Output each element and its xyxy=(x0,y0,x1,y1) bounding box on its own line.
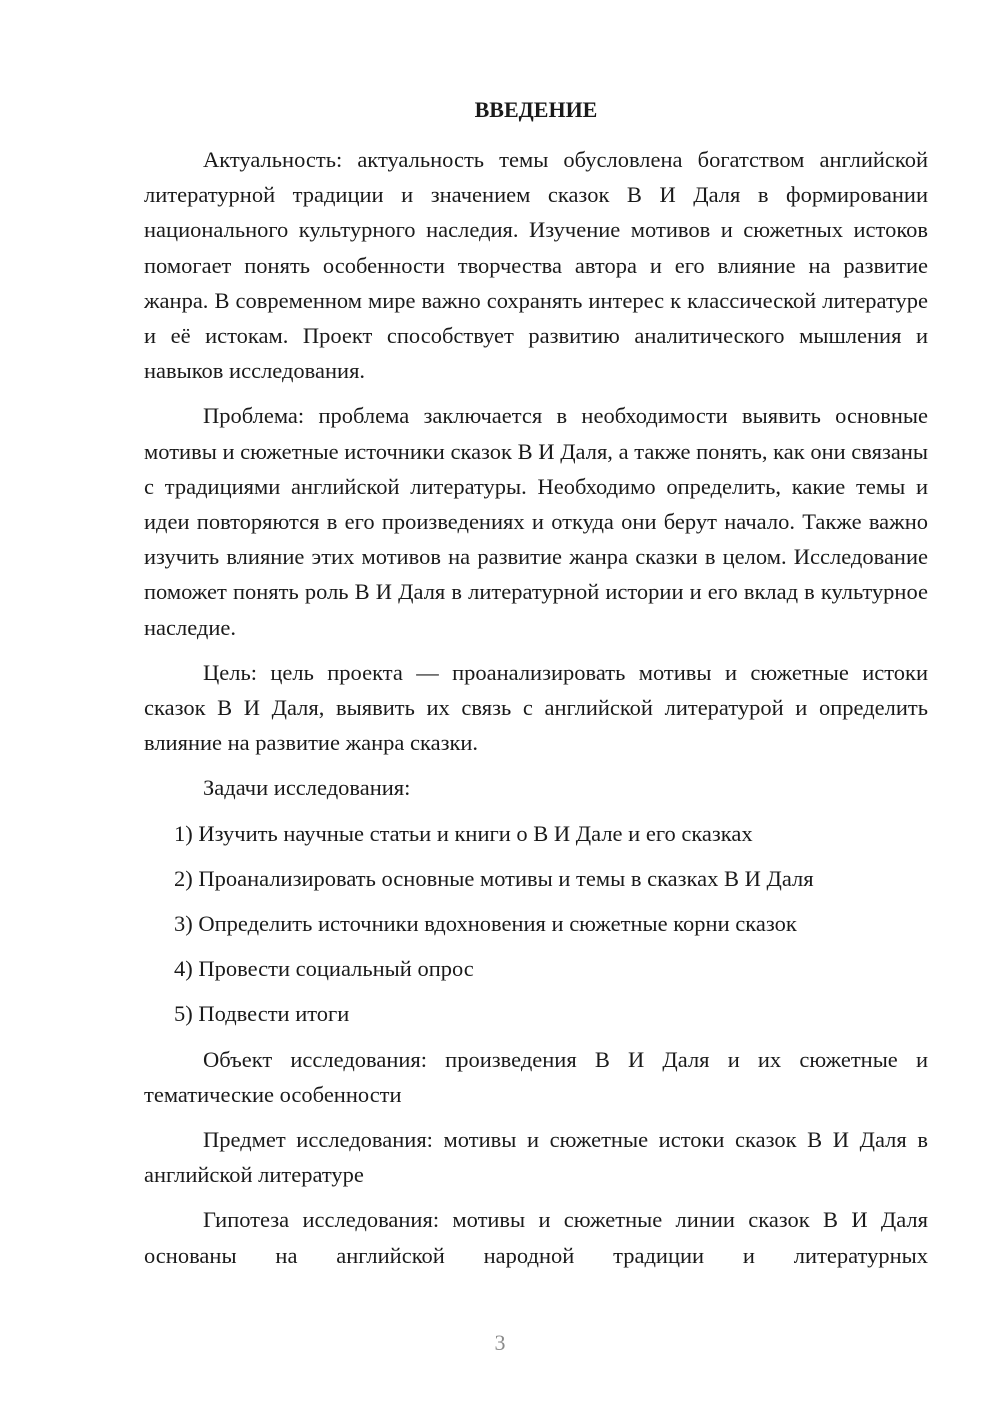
page-number: 3 xyxy=(494,1330,506,1355)
goal-paragraph: Цель: цель проекта — проанализировать мотивы и сюжетные истоки сказок В И Даля, выявить их связь с английской литературой и определить влияние на развитие жанра сказки. xyxy=(144,659,928,756)
problem-paragraph: Проблема: проблема заключается в необходимости выявить основные мотивы и сюжетные источники сказок В И Даля, а также понять, как они связаны с традициями английской литературы. Необходимо определить, какие темы и идеи повторяются в его произведениях и откуда они берут начало. Также важно изучить влияние этих мотивов на развитие жанра сказки в целом. Исследование поможет понять роль В И Даля в литературной истории и его вклад в культурное наследие. xyxy=(144,403,928,640)
tasks-heading: Задачи исследования: xyxy=(203,775,411,801)
task-item-5: 5) Подвести итоги xyxy=(174,1001,350,1027)
task-item-1: 1) Изучить научные статьи и книги о В И Дале и его сказках xyxy=(174,820,753,846)
task-item-3: 3) Определить источники вдохновения и сюжетные корни сказок xyxy=(174,911,797,937)
subject-paragraph: Предмет исследования: мотивы и сюжетные истоки сказок В И Даля в английской литературе xyxy=(144,1127,928,1188)
task-item-4: 4) Провести социальный опрос xyxy=(174,956,474,982)
hypothesis-paragraph: Гипотеза исследования: мотивы и сюжетные линии сказок В И Даля основаны на английской народной традиции и литературных xyxy=(144,1207,928,1268)
page-title: ВВЕДЕНИЕ xyxy=(474,97,598,122)
document-page xyxy=(144,92,928,1283)
object-paragraph: Объект исследования: произведения В И Даля и их сюжетные и тематические особенности xyxy=(144,1046,928,1107)
relevance-paragraph: Актуальность: актуальность темы обусловлена богатством английской литературной традиции и значением сказок В И Даля в формировании национального культурного наследия. Изучение мотивов и сюжетных истоков помогает понять особенности творчества автора и его влияние на развитие жанра. В современном мире важно сохранять интерес к классической литературе и её истокам. Проект способствует развитию аналитического мышления и навыков исследования. xyxy=(144,147,928,384)
task-item-2: 2) Проанализировать основные мотивы и темы в сказках В И Даля xyxy=(174,865,814,891)
